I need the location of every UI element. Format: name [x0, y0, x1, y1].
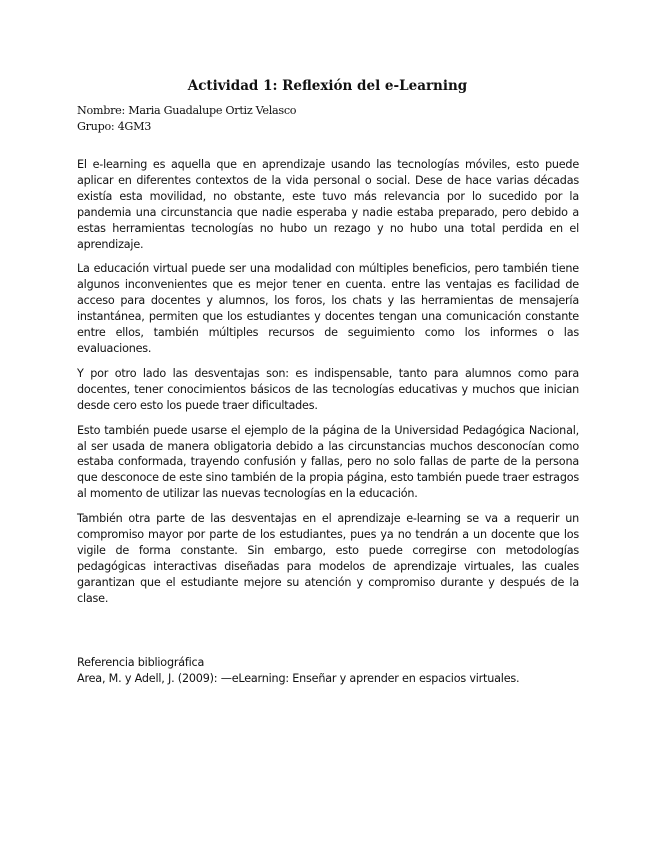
document-title: Actividad 1: Reflexión del e-Learning: [187, 78, 468, 94]
paragraph: También otra parte de las desventajas en el aprendizaje e-learning se va a requerir un compromiso mayor por parte de los estudiantes, pues ya no tendrán a un docente que los vigile de forma constante. Sin embargo, esto puede corregirse con metodologías pedagógicas interactivas diseñadas para modelos de aprendizaje virtuales, las cuales garantizan que el estudiante mejore su atención y compromiso durante y después de la clase.: [77, 512, 579, 605]
paragraph: Y por otro lado las desventajas son: es indispensable, tanto para alumnos como para docentes, tener conocimientos básicos de las tecnologías educativas y muchos que inician desde cero esto los puede traer dificultades.: [77, 366, 579, 412]
author-name: Nombre: Maria Guadalupe Ortiz Velasco: [77, 104, 297, 117]
paragraph: La educación virtual puede ser una modalidad con múltiples beneficios, pero también tiene algunos inconvenientes que es mejor tener en cuenta. entre las ventajas es facilidad de acceso para docentes y alumnos, los foros, los chats y las herramientas de mensajería instantánea, permiten que los estudiantes y docentes tengan una comunicación constante entre ellos, también múltiples recursos de seguimiento como los informes o las evaluaciones.: [77, 262, 579, 355]
references-section: [77, 655, 597, 687]
student-group: Grupo: 4GM3: [77, 120, 152, 133]
paragraph: El e-learning es aquella que en aprendizaje usando las tecnologías móviles, esto puede aplicar en diferentes contextos de la vida personal o social. Dese de hace varias décadas existía esta movilidad, no obstante, este tuvo más relevancia por lo sucedido por la pandemia una circunstancia que nadie esperaba y nadie estaba preparado, pero debido a estas herramientas tecnologías no hubo un rezago y no hubo una total perdida en el aprendizaje.: [77, 158, 579, 251]
document-body: [77, 157, 579, 616]
reference-entry: Area, M. y Adell, J. (2009): —eLearning: Enseñar y aprender en espacios virtuales.: [77, 671, 520, 685]
paragraph: Esto también puede usarse el ejemplo de la página de la Universidad Pedagógica Nacional, al ser usada de manera obligatoria debido a las circunstancias muchos desconocían como estaba conformada, trayendo confusión y fallas, pero no solo fallas de parte de la persona que desconoce de este sino también de la propia página, esto también puede traer estragos al momento de utilizar las nuevas tecnologías en la educación.: [77, 423, 579, 501]
references-heading: Referencia bibliográfica: [77, 656, 205, 669]
